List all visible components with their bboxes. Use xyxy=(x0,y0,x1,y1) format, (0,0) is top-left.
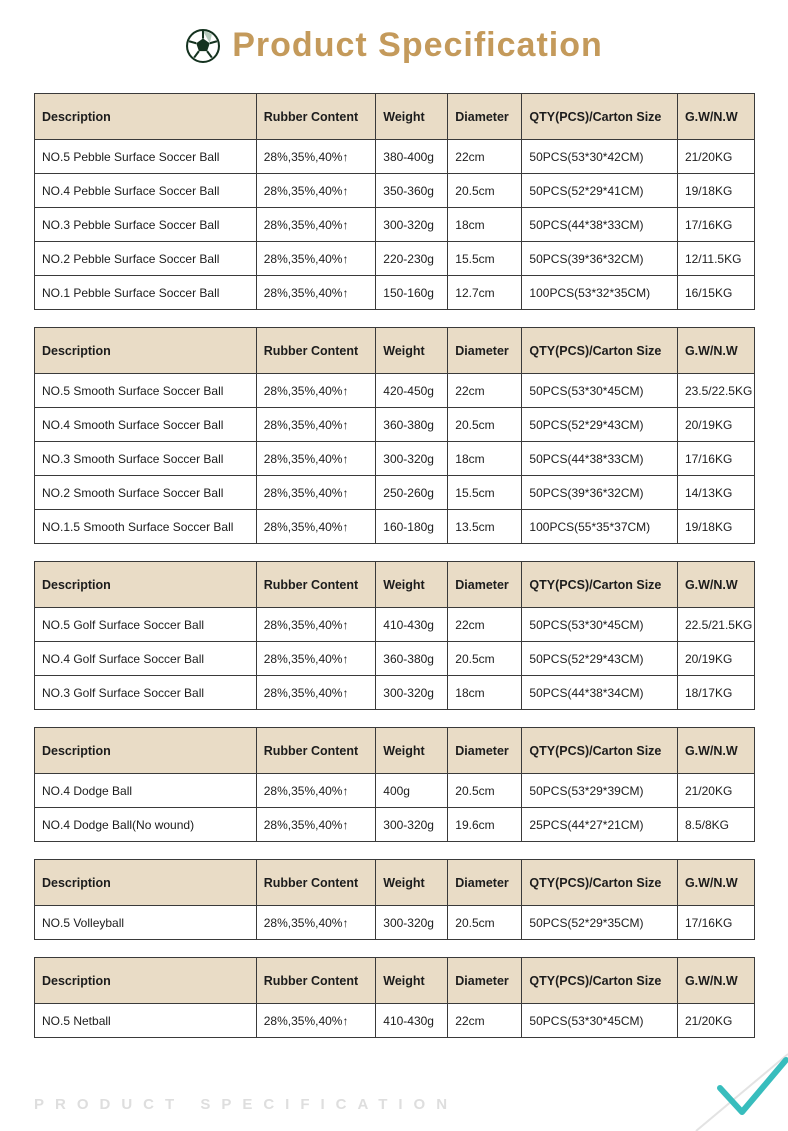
cell-qty-carton-size: 50PCS(44*38*33CM) xyxy=(522,208,678,242)
cell-description: NO.1.5 Smooth Surface Soccer Ball xyxy=(35,510,257,544)
column-header-description: Description xyxy=(35,94,257,140)
cell-description: NO.5 Pebble Surface Soccer Ball xyxy=(35,140,257,174)
cell-gw-nw: 19/18KG xyxy=(677,510,754,544)
cell-weight: 160-180g xyxy=(376,510,448,544)
cell-gw-nw: 16/15KG xyxy=(677,276,754,310)
cell-qty-carton-size: 100PCS(53*32*35CM) xyxy=(522,276,678,310)
cell-rubber-content: 28%,35%,40%↑ xyxy=(256,608,376,642)
cell-weight: 300-320g xyxy=(376,676,448,710)
cell-description: NO.4 Dodge Ball xyxy=(35,774,257,808)
cell-diameter: 18cm xyxy=(448,442,522,476)
column-header-rubber-content: Rubber Content xyxy=(256,728,376,774)
column-header-diameter: Diameter xyxy=(448,958,522,1004)
cell-weight: 220-230g xyxy=(376,242,448,276)
column-header-qty-carton-size: QTY(PCS)/Carton Size xyxy=(522,562,678,608)
cell-rubber-content: 28%,35%,40%↑ xyxy=(256,242,376,276)
page-title: Product Specification xyxy=(232,26,603,64)
column-header-diameter: Diameter xyxy=(448,728,522,774)
cell-diameter: 22cm xyxy=(448,140,522,174)
cell-gw-nw: 14/13KG xyxy=(677,476,754,510)
column-header-qty-carton-size: QTY(PCS)/Carton Size xyxy=(522,328,678,374)
cell-qty-carton-size: 50PCS(52*29*43CM) xyxy=(522,408,678,442)
column-header-weight: Weight xyxy=(376,728,448,774)
cell-diameter: 19.6cm xyxy=(448,808,522,842)
table-row xyxy=(35,276,755,310)
header-row xyxy=(35,958,755,1004)
corner-decoration-icon xyxy=(658,1036,788,1131)
cell-qty-carton-size: 50PCS(53*29*39CM) xyxy=(522,774,678,808)
table-row xyxy=(35,140,755,174)
cell-gw-nw: 23.5/22.5KG xyxy=(677,374,754,408)
cell-rubber-content: 28%,35%,40%↑ xyxy=(256,1004,376,1038)
cell-diameter: 20.5cm xyxy=(448,642,522,676)
table-row xyxy=(35,676,755,710)
column-header-qty-carton-size: QTY(PCS)/Carton Size xyxy=(522,94,678,140)
cell-description: NO.2 Pebble Surface Soccer Ball xyxy=(35,242,257,276)
cell-weight: 300-320g xyxy=(376,808,448,842)
cell-diameter: 15.5cm xyxy=(448,476,522,510)
column-header-weight: Weight xyxy=(376,94,448,140)
cell-rubber-content: 28%,35%,40%↑ xyxy=(256,510,376,544)
cell-rubber-content: 28%,35%,40%↑ xyxy=(256,174,376,208)
cell-gw-nw: 17/16KG xyxy=(677,208,754,242)
cell-description: NO.3 Smooth Surface Soccer Ball xyxy=(35,442,257,476)
cell-diameter: 20.5cm xyxy=(448,774,522,808)
cell-gw-nw: 21/20KG xyxy=(677,774,754,808)
cell-diameter: 20.5cm xyxy=(448,408,522,442)
cell-description: NO.3 Golf Surface Soccer Ball xyxy=(35,676,257,710)
column-header-diameter: Diameter xyxy=(448,562,522,608)
table-row xyxy=(35,642,755,676)
spec-table-smooth-surface-soccer-balls xyxy=(34,327,755,544)
cell-weight: 410-430g xyxy=(376,608,448,642)
cell-rubber-content: 28%,35%,40%↑ xyxy=(256,140,376,174)
column-header-rubber-content: Rubber Content xyxy=(256,328,376,374)
column-header-qty-carton-size: QTY(PCS)/Carton Size xyxy=(522,728,678,774)
cell-qty-carton-size: 25PCS(44*27*21CM) xyxy=(522,808,678,842)
column-header-rubber-content: Rubber Content xyxy=(256,94,376,140)
cell-rubber-content: 28%,35%,40%↑ xyxy=(256,476,376,510)
cell-weight: 300-320g xyxy=(376,442,448,476)
cell-gw-nw: 17/16KG xyxy=(677,906,754,940)
cell-qty-carton-size: 50PCS(53*30*42CM) xyxy=(522,140,678,174)
cell-qty-carton-size: 50PCS(44*38*34CM) xyxy=(522,676,678,710)
cell-weight: 420-450g xyxy=(376,374,448,408)
column-header-rubber-content: Rubber Content xyxy=(256,860,376,906)
column-header-diameter: Diameter xyxy=(448,328,522,374)
table-row xyxy=(35,208,755,242)
header-row xyxy=(35,94,755,140)
header-row xyxy=(35,860,755,906)
column-header-diameter: Diameter xyxy=(448,94,522,140)
cell-diameter: 15.5cm xyxy=(448,242,522,276)
table-row xyxy=(35,906,755,940)
cell-gw-nw: 20/19KG xyxy=(677,408,754,442)
cell-gw-nw: 21/20KG xyxy=(677,140,754,174)
cell-gw-nw: 21/20KG xyxy=(677,1004,754,1038)
cell-diameter: 13.5cm xyxy=(448,510,522,544)
spec-table-golf-surface-soccer-balls xyxy=(34,561,755,710)
cell-diameter: 22cm xyxy=(448,374,522,408)
cell-rubber-content: 28%,35%,40%↑ xyxy=(256,408,376,442)
cell-weight: 300-320g xyxy=(376,906,448,940)
cell-qty-carton-size: 50PCS(44*38*33CM) xyxy=(522,442,678,476)
tables-container xyxy=(34,93,755,1038)
cell-description: NO.3 Pebble Surface Soccer Ball xyxy=(35,208,257,242)
table-row xyxy=(35,608,755,642)
cell-rubber-content: 28%,35%,40%↑ xyxy=(256,808,376,842)
cell-weight: 360-380g xyxy=(376,408,448,442)
column-header-description: Description xyxy=(35,562,257,608)
cell-gw-nw: 20/19KG xyxy=(677,642,754,676)
column-header-description: Description xyxy=(35,860,257,906)
cell-qty-carton-size: 50PCS(52*29*35CM) xyxy=(522,906,678,940)
table-row xyxy=(35,510,755,544)
table-row xyxy=(35,1004,755,1038)
cell-gw-nw: 17/16KG xyxy=(677,442,754,476)
column-header-weight: Weight xyxy=(376,328,448,374)
cell-description: NO.4 Golf Surface Soccer Ball xyxy=(35,642,257,676)
cell-diameter: 22cm xyxy=(448,1004,522,1038)
cell-description: NO.5 Netball xyxy=(35,1004,257,1038)
cell-weight: 400g xyxy=(376,774,448,808)
column-header-gw-nw: G.W/N.W xyxy=(677,562,754,608)
cell-description: NO.5 Smooth Surface Soccer Ball xyxy=(35,374,257,408)
table-row xyxy=(35,174,755,208)
column-header-description: Description xyxy=(35,958,257,1004)
column-header-qty-carton-size: QTY(PCS)/Carton Size xyxy=(522,860,678,906)
soccer-ball-icon xyxy=(186,29,220,63)
footer-watermark: PRODUCT SPECIFICATION xyxy=(34,1096,459,1113)
cell-rubber-content: 28%,35%,40%↑ xyxy=(256,906,376,940)
cell-diameter: 18cm xyxy=(448,208,522,242)
cell-gw-nw: 12/11.5KG xyxy=(677,242,754,276)
cell-rubber-content: 28%,35%,40%↑ xyxy=(256,676,376,710)
table-row xyxy=(35,774,755,808)
column-header-rubber-content: Rubber Content xyxy=(256,958,376,1004)
cell-diameter: 18cm xyxy=(448,676,522,710)
column-header-gw-nw: G.W/N.W xyxy=(677,94,754,140)
cell-gw-nw: 8.5/8KG xyxy=(677,808,754,842)
cell-rubber-content: 28%,35%,40%↑ xyxy=(256,208,376,242)
cell-weight: 360-380g xyxy=(376,642,448,676)
cell-qty-carton-size: 100PCS(55*35*37CM) xyxy=(522,510,678,544)
cell-rubber-content: 28%,35%,40%↑ xyxy=(256,374,376,408)
column-header-gw-nw: G.W/N.W xyxy=(677,860,754,906)
column-header-description: Description xyxy=(35,728,257,774)
cell-diameter: 20.5cm xyxy=(448,174,522,208)
header-row xyxy=(35,728,755,774)
cell-qty-carton-size: 50PCS(52*29*41CM) xyxy=(522,174,678,208)
column-header-rubber-content: Rubber Content xyxy=(256,562,376,608)
column-header-gw-nw: G.W/N.W xyxy=(677,328,754,374)
cell-description: NO.4 Smooth Surface Soccer Ball xyxy=(35,408,257,442)
cell-qty-carton-size: 50PCS(52*29*43CM) xyxy=(522,642,678,676)
cell-gw-nw: 22.5/21.5KG xyxy=(677,608,754,642)
column-header-weight: Weight xyxy=(376,860,448,906)
cell-qty-carton-size: 50PCS(39*36*32CM) xyxy=(522,476,678,510)
column-header-weight: Weight xyxy=(376,562,448,608)
cell-diameter: 20.5cm xyxy=(448,906,522,940)
table-row xyxy=(35,374,755,408)
cell-qty-carton-size: 50PCS(53*30*45CM) xyxy=(522,608,678,642)
cell-description: NO.4 Dodge Ball(No wound) xyxy=(35,808,257,842)
table-row xyxy=(35,476,755,510)
cell-description: NO.2 Smooth Surface Soccer Ball xyxy=(35,476,257,510)
cell-diameter: 22cm xyxy=(448,608,522,642)
column-header-weight: Weight xyxy=(376,958,448,1004)
cell-description: NO.5 Volleyball xyxy=(35,906,257,940)
cell-weight: 300-320g xyxy=(376,208,448,242)
page-footer xyxy=(34,1096,754,1113)
cell-rubber-content: 28%,35%,40%↑ xyxy=(256,774,376,808)
table-row xyxy=(35,808,755,842)
spec-table-volleyballs xyxy=(34,859,755,940)
table-row xyxy=(35,442,755,476)
spec-table-netballs xyxy=(34,957,755,1038)
table-row xyxy=(35,408,755,442)
header-row xyxy=(35,328,755,374)
column-header-description: Description xyxy=(35,328,257,374)
cell-weight: 150-160g xyxy=(376,276,448,310)
cell-qty-carton-size: 50PCS(39*36*32CM) xyxy=(522,242,678,276)
spec-table-dodge-balls xyxy=(34,727,755,842)
table-row xyxy=(35,242,755,276)
cell-weight: 380-400g xyxy=(376,140,448,174)
cell-weight: 250-260g xyxy=(376,476,448,510)
cell-rubber-content: 28%,35%,40%↑ xyxy=(256,642,376,676)
column-header-gw-nw: G.W/N.W xyxy=(677,958,754,1004)
cell-description: NO.5 Golf Surface Soccer Ball xyxy=(35,608,257,642)
spec-table-pebble-surface-soccer-balls xyxy=(34,93,755,310)
cell-weight: 410-430g xyxy=(376,1004,448,1038)
cell-rubber-content: 28%,35%,40%↑ xyxy=(256,276,376,310)
cell-qty-carton-size: 50PCS(53*30*45CM) xyxy=(522,374,678,408)
column-header-qty-carton-size: QTY(PCS)/Carton Size xyxy=(522,958,678,1004)
cell-weight: 350-360g xyxy=(376,174,448,208)
header-row xyxy=(35,562,755,608)
cell-gw-nw: 19/18KG xyxy=(677,174,754,208)
column-header-diameter: Diameter xyxy=(448,860,522,906)
cell-qty-carton-size: 50PCS(53*30*45CM) xyxy=(522,1004,678,1038)
title-bar xyxy=(34,26,755,65)
cell-rubber-content: 28%,35%,40%↑ xyxy=(256,442,376,476)
column-header-gw-nw: G.W/N.W xyxy=(677,728,754,774)
cell-diameter: 12.7cm xyxy=(448,276,522,310)
cell-description: NO.4 Pebble Surface Soccer Ball xyxy=(35,174,257,208)
cell-description: NO.1 Pebble Surface Soccer Ball xyxy=(35,276,257,310)
cell-gw-nw: 18/17KG xyxy=(677,676,754,710)
